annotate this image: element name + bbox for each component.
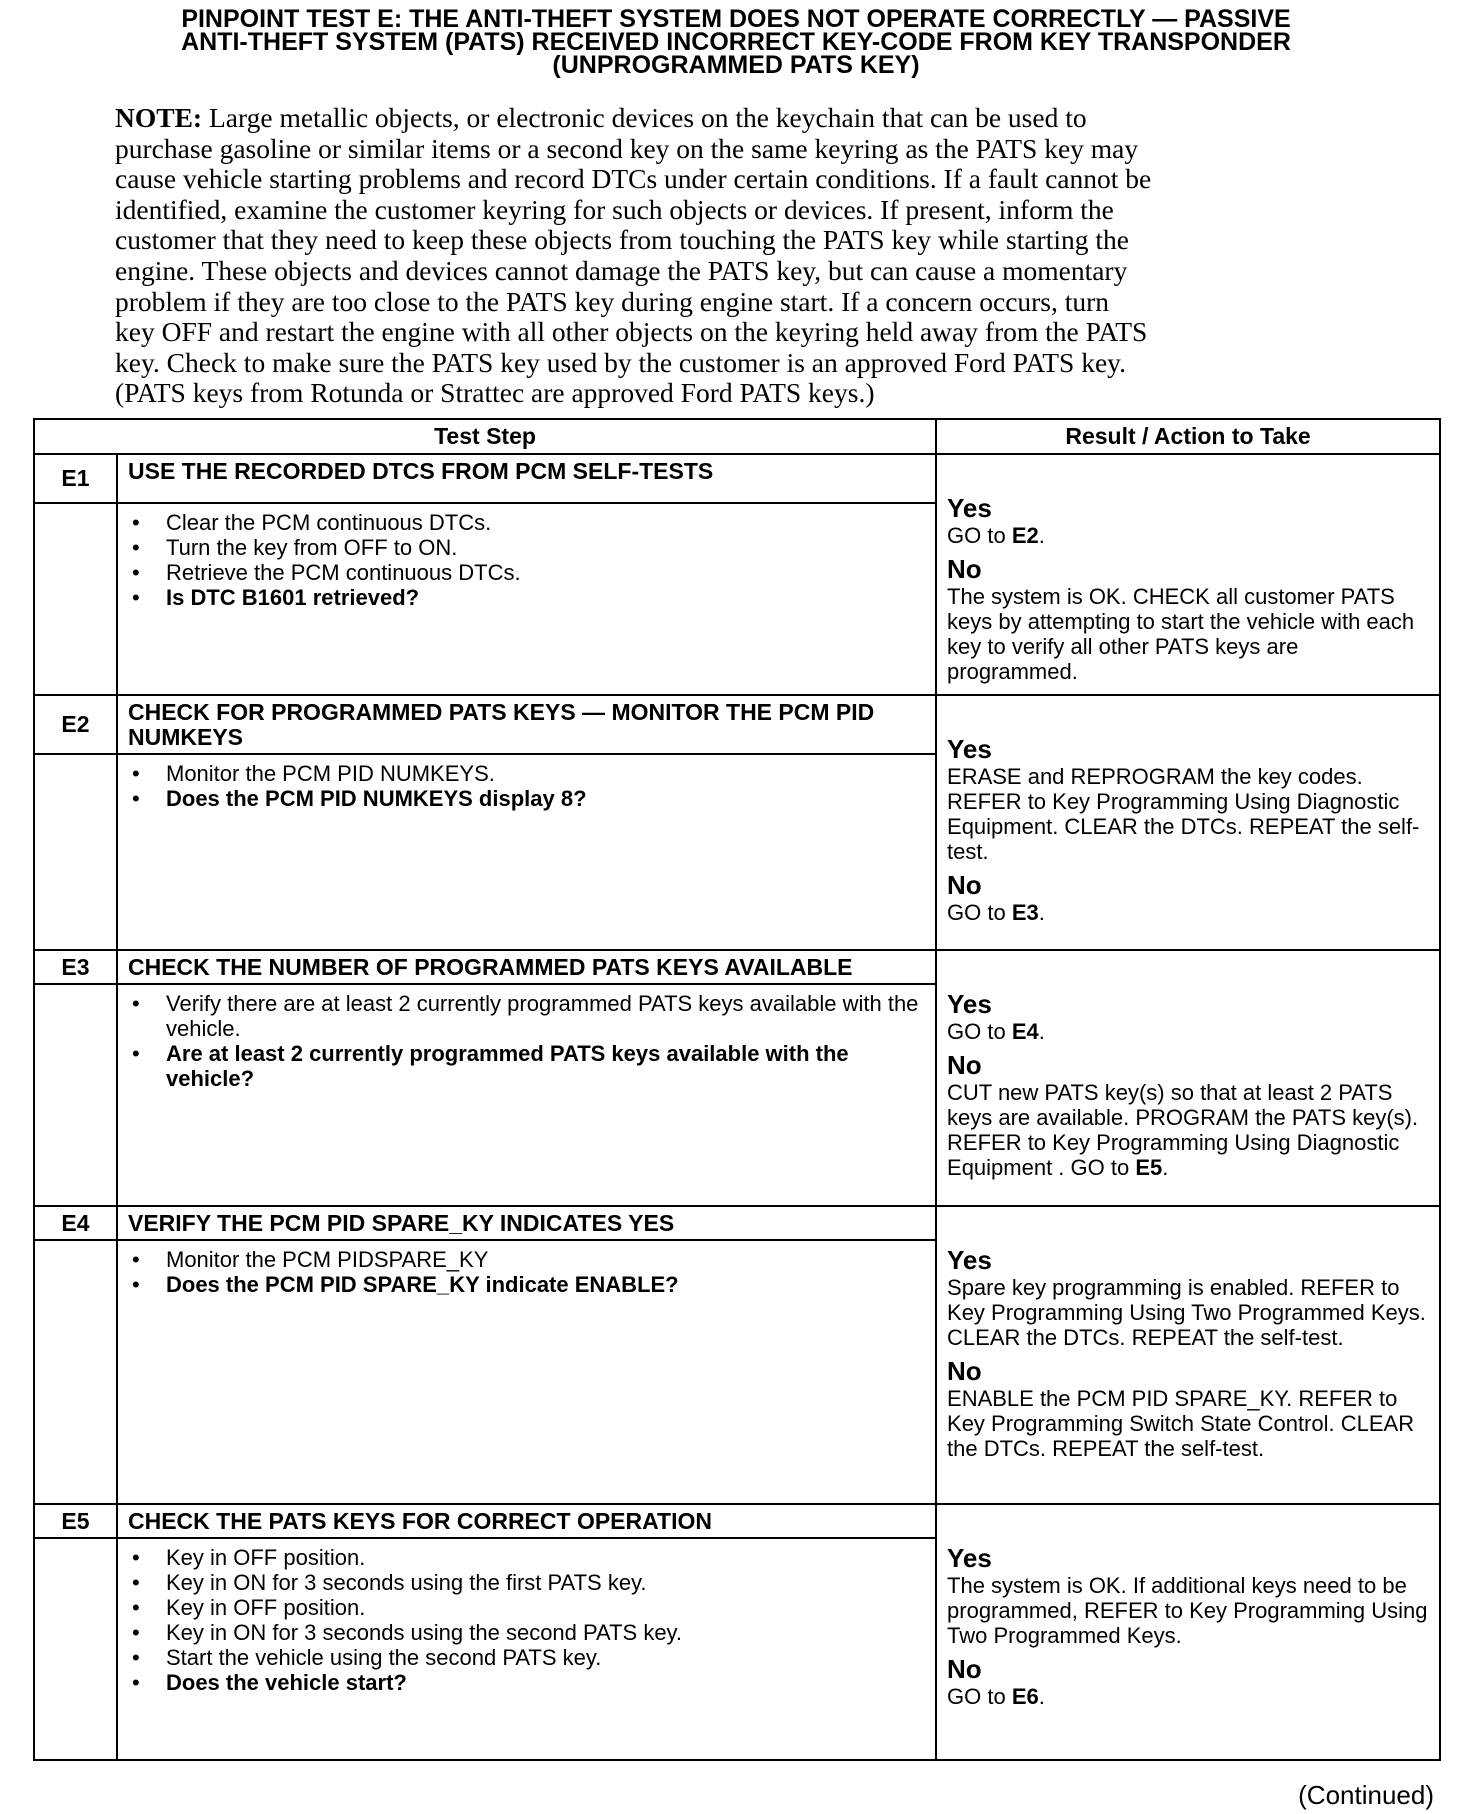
step-body <box>117 1538 936 1760</box>
step-heading-row <box>34 1504 1440 1538</box>
no-action-end: . <box>1038 1684 1045 1709</box>
step-bullet-list <box>118 1247 935 1297</box>
step-question: • Does the PCM PID SPARE_KY indicate ENABLE? <box>118 1272 935 1297</box>
yes-label: Yes <box>947 989 992 1019</box>
note-line: problem if they are too close to the PATS key during engine start. If a concern occurs, turn <box>115 285 1110 317</box>
note-line: identified, examine the customer keyring for such objects or devices. If present, inform the <box>115 193 1114 225</box>
no-action <box>947 1684 1433 1709</box>
step-result-cell <box>936 1504 1440 1760</box>
step-bullet-list <box>118 991 935 1091</box>
yes-action-text: The system is OK. If additional keys need to be programmed, REFER to Key Programming Using Two Programmed Keys. <box>947 1573 1428 1648</box>
note-line: key. Check to make sure the PATS key used by the customer is an approved Ford PATS key. <box>115 346 1127 378</box>
step-bullet: • Retrieve the PCM continuous DTCs. <box>118 560 935 585</box>
yes-action <box>947 1019 1433 1044</box>
title-line-1: PINPOINT TEST E: THE ANTI-THEFT SYSTEM DOES NOT OPERATE CORRECTLY — PASSIVE <box>181 5 1291 33</box>
step-bullet: • Key in OFF position. <box>118 1595 935 1620</box>
yes-action-text: GO to <box>947 1019 1012 1044</box>
step-bullet: • Clear the PCM continuous DTCs. <box>118 510 935 535</box>
note-line: purchase gasoline or similar items or a second key on the same keyring as the PATS key may <box>115 132 1139 164</box>
title-line-2: ANTI-THEFT SYSTEM (PATS) RECEIVED INCORRECT KEY-CODE FROM KEY TRANSPONDER <box>181 28 1291 56</box>
step-bullet: • Key in ON for 3 seconds using the first PATS key. <box>118 1570 935 1595</box>
step-bullet: • Key in OFF position. <box>118 1545 935 1570</box>
no-action <box>947 900 1433 925</box>
no-step-ref: E3 <box>1011 900 1039 925</box>
yes-action-text: ERASE and REPROGRAM the key codes. REFER to Key Programming Using Diagnostic Equipment. CLEAR the DTCs. REPEAT the self-test. <box>947 764 1420 864</box>
step-code: E4 <box>34 1206 117 1240</box>
yes-label: Yes <box>947 1245 992 1275</box>
no-action-text: GO to <box>947 1684 1012 1709</box>
yes-action-text: GO to <box>947 523 1012 548</box>
step-heading: USE THE RECORDED DTCS FROM PCM SELF-TESTS <box>117 454 936 503</box>
no-action-end: . <box>1162 1155 1169 1180</box>
step-body <box>117 754 936 950</box>
yes-action-end: . <box>1038 1019 1045 1044</box>
pinpoint-test-table <box>33 418 1441 1761</box>
no-action-text: The system is OK. CHECK all customer PATS keys by attempting to start the vehicle with each key to verify all other PATS keys are programmed. <box>947 584 1415 684</box>
no-action <box>947 584 1433 684</box>
step-heading: CHECK THE PATS KEYS FOR CORRECT OPERATION <box>117 1504 936 1538</box>
step-heading: VERIFY THE PCM PID SPARE_KY INDICATES YES <box>117 1206 936 1240</box>
yes-action-end: . <box>1038 523 1045 548</box>
yes-step-ref: E4 <box>1011 1019 1039 1044</box>
step-result-cell <box>936 950 1440 1206</box>
yes-action <box>947 764 1433 864</box>
step-code-spacer <box>34 503 117 695</box>
step-question: • Are at least 2 currently programmed PATS keys available with the vehicle? <box>118 1041 935 1091</box>
step-body <box>117 984 936 1206</box>
step-bullet: • Key in ON for 3 seconds using the second PATS key. <box>118 1620 935 1645</box>
yes-action <box>947 1573 1433 1648</box>
no-label: No <box>947 554 982 584</box>
yes-label: Yes <box>947 734 992 764</box>
step-bullet: • Start the vehicle using the second PATS key. <box>118 1645 935 1670</box>
note-line <box>115 103 1365 134</box>
no-action-text: GO to <box>947 900 1012 925</box>
step-body <box>117 503 936 695</box>
step-heading-row <box>34 695 1440 754</box>
step-result-cell <box>936 1206 1440 1504</box>
note-line: (PATS keys from Rotunda or Strattec are approved Ford PATS keys.) <box>115 377 875 409</box>
no-label: No <box>947 1356 982 1386</box>
step-heading-row <box>34 454 1440 503</box>
step-bullet-list <box>118 510 935 610</box>
yes-step-ref: E2 <box>1011 523 1039 548</box>
note-label: NOTE: <box>115 102 203 133</box>
yes-label: Yes <box>947 1543 992 1573</box>
yes-action-text: Spare key programming is enabled. REFER to Key Programming Using Two Programmed Keys. CLEAR the DTCs. REPEAT the self-test. <box>947 1275 1426 1350</box>
no-action-text: ENABLE the PCM PID SPARE_KY. REFER to Key Programming Switch State Control. CLEAR the DTCs. REPEAT the self-test. <box>947 1386 1415 1461</box>
table-header-row <box>34 419 1440 454</box>
note-line: customer that they need to keep these objects from touching the PATS key while starting the <box>115 224 1129 256</box>
step-code-spacer <box>34 1240 117 1504</box>
no-label: No <box>947 870 982 900</box>
no-step-ref: E6 <box>1011 1684 1039 1709</box>
step-heading: CHECK THE NUMBER OF PROGRAMMED PATS KEYS AVAILABLE <box>117 950 936 984</box>
step-heading-row <box>34 950 1440 984</box>
step-bullet: • Monitor the PCM PID NUMKEYS. <box>118 761 935 786</box>
yes-action <box>947 523 1433 548</box>
step-question: • Does the PCM PID NUMKEYS display 8? <box>118 786 935 811</box>
step-bullet: • Turn the key from OFF to ON. <box>118 535 935 560</box>
step-code: E3 <box>34 950 117 984</box>
no-label: No <box>947 1654 982 1684</box>
step-bullet-list <box>118 761 935 811</box>
no-label: No <box>947 1050 982 1080</box>
no-step-ref: E5 <box>1135 1155 1163 1180</box>
step-code: E2 <box>34 695 117 754</box>
step-code-spacer <box>34 1538 117 1760</box>
step-question: • Is DTC B1601 retrieved? <box>118 585 935 610</box>
title-line-3: (UNPROGRAMMED PATS KEY) <box>552 51 920 79</box>
continued-label: (Continued) <box>1298 1780 1434 1810</box>
note-text: Large metallic objects, or electronic devices on the keychain that can be used to <box>208 102 1087 133</box>
header-result-action: Result / Action to Take <box>936 419 1440 454</box>
step-body <box>117 1240 936 1504</box>
step-question: • Does the vehicle start? <box>118 1670 935 1695</box>
no-action <box>947 1386 1433 1461</box>
step-heading: CHECK FOR PROGRAMMED PATS KEYS — MONITOR THE PCM PID NUMKEYS <box>117 695 936 754</box>
step-bullet-list <box>118 1545 935 1695</box>
step-heading-row <box>34 1206 1440 1240</box>
step-code-spacer <box>34 984 117 1206</box>
step-result-cell <box>936 695 1440 950</box>
yes-action <box>947 1275 1433 1350</box>
note-line: cause vehicle starting problems and record DTCs under certain conditions. If a fault cannot be <box>115 163 1152 195</box>
yes-label: Yes <box>947 493 992 523</box>
step-code: E1 <box>34 454 117 503</box>
note-line: key OFF and restart the engine with all other objects on the keyring held away from the PATS <box>115 316 1148 348</box>
step-bullet: • Monitor the PCM PIDSPARE_KY <box>118 1247 935 1272</box>
no-action-text: CUT new PATS key(s) so that at least 2 PATS keys are available. PROGRAM the PATS key(s). REFER to Key Programming Using Diagnostic Equipment . GO to <box>947 1080 1419 1180</box>
step-result-cell <box>936 454 1440 695</box>
header-test-step: Test Step <box>34 419 936 454</box>
step-code: E5 <box>34 1504 117 1538</box>
no-action <box>947 1080 1433 1180</box>
no-action-end: . <box>1038 900 1045 925</box>
step-bullet: • Verify there are at least 2 currently programmed PATS keys available with the vehicle. <box>118 991 935 1041</box>
note-paragraph <box>115 103 1365 409</box>
page-title <box>60 5 1412 79</box>
step-code-spacer <box>34 754 117 950</box>
note-line: engine. These objects and devices cannot damage the PATS key, but can cause a momentary <box>115 254 1128 286</box>
